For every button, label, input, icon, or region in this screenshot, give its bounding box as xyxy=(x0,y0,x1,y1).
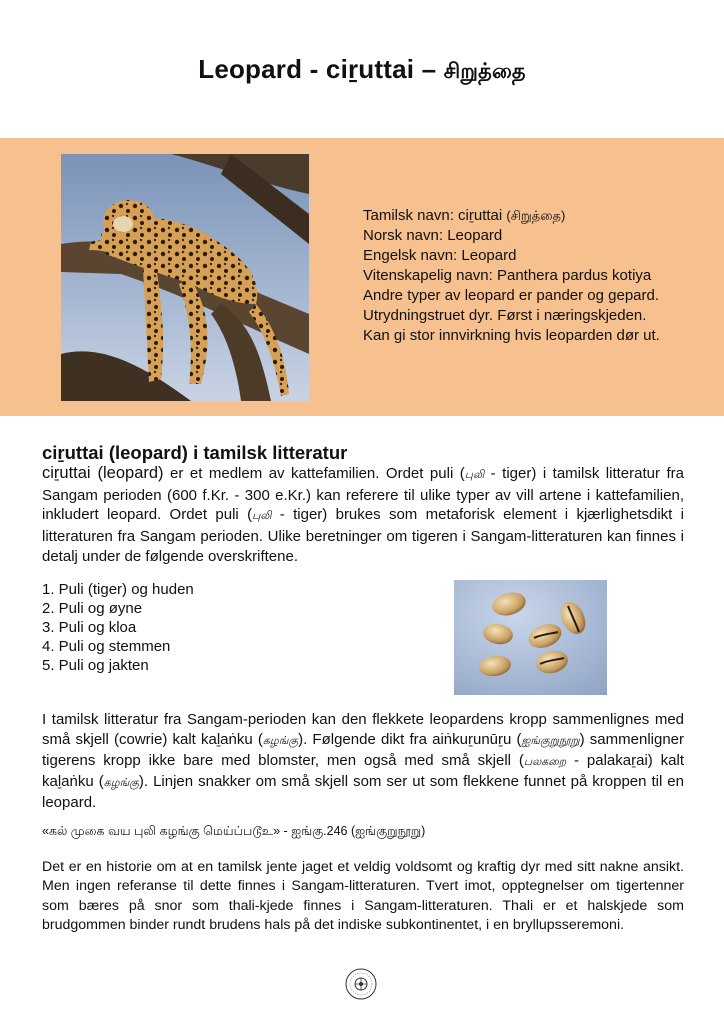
fact-andre: Andre typer av leopard er pander og gepard. xyxy=(363,287,660,304)
intro-paragraph: ciṟuttai (leopard) er et medlem av kattefamilien. Ordet puli (புலி - tiger) i tamilsk litteratur fra Sangam perioden (600 f.Kr. - 300 e.Kr.) kan referere til ulike typer av vill artene i kattefamilien, inkludert leopard. Ordet puli (புலி - tiger) brukes som metaforisk element i kjærlighetsdikt i litteraturen fra Sangam perioden. Ulike beretninger om tigeren i Sangam-litteraturen kan finnes i detalj under de følgende overskriftene. xyxy=(42,464,684,565)
thali-paragraph: Det er en historie om at en tamilsk jente jaget et veldig voldsomt og kraftig dyr med sitt nakne ansikt. Men ingen referanse til dette finnes i Sangam-litteraturen. Tvert imot, opptegnelser om tigertenner som bæres på snor som thali-kjede finnes i Sangam-litteraturen. Thali er et halskjede som brudgommen binder rundt brudens hals på det indiske subkontinentet, i en bryllupsseremoni. xyxy=(42,859,684,934)
section-heading: ciṟuttai (leopard) i tamilsk litteratur xyxy=(42,442,348,463)
fact-vitenskapelig: Vitenskapelig navn: Panthera pardus kotiya xyxy=(363,267,652,284)
list-item: 2. Puli og øyne xyxy=(42,600,143,617)
cowrie-shells-photo xyxy=(454,580,607,695)
fact-innvirkning: Kan gi stor innvirkning hvis leoparden dør ut. xyxy=(363,327,660,344)
fact-norsk: Norsk navn: Leopard xyxy=(363,227,503,244)
title-tamil: சிறுத்தை xyxy=(443,60,526,83)
title-main: Leopard - ciṟuttai – xyxy=(198,54,437,84)
fact-utrydning: Utrydningstruet dyr. Først i næringskjeden. xyxy=(363,307,647,324)
fact-engelsk: Engelsk navn: Leopard xyxy=(363,247,517,264)
facts-box xyxy=(363,206,713,346)
list-item: 1. Puli (tiger) og huden xyxy=(42,581,194,598)
list-item: 3. Puli og kloa xyxy=(42,619,137,636)
emblem-logo xyxy=(345,968,377,1000)
list-item: 4. Puli og stemmen xyxy=(42,638,171,655)
leopard-photo xyxy=(61,154,309,401)
page-title xyxy=(0,54,724,86)
fact-tamil-name: Tamilsk navn: ciṟuttai (சிறுத்தை) xyxy=(363,207,566,224)
verse-quote: «கல் முகை வய புலி கழங்கு மெய்ப்படூஉ» - ஐங்கு.246 (ஐங்குறுநூறு) xyxy=(42,824,426,838)
topic-list xyxy=(42,580,194,675)
cowrie-paragraph: I tamilsk litteratur fra Sangam-perioden kan den flekkete leopardens kropp sammenlignes med små skjell (cowrie) kalt kaḻaṅku (கழங்கு). Følgende dikt fra aiṅkuṟunūṟu (ஐங்குறுநூறு) sammenligner tigerens kropp ikke bare med blomster, men også med små skjell (பலகறை - palakaṟai) kalt kaḻaṅku (கழங்கு). Linjen snakker om små skjell som ser ut som flekkene funnet på kroppen til en leopard. xyxy=(42,711,685,811)
list-item: 5. Puli og jakten xyxy=(42,657,149,674)
